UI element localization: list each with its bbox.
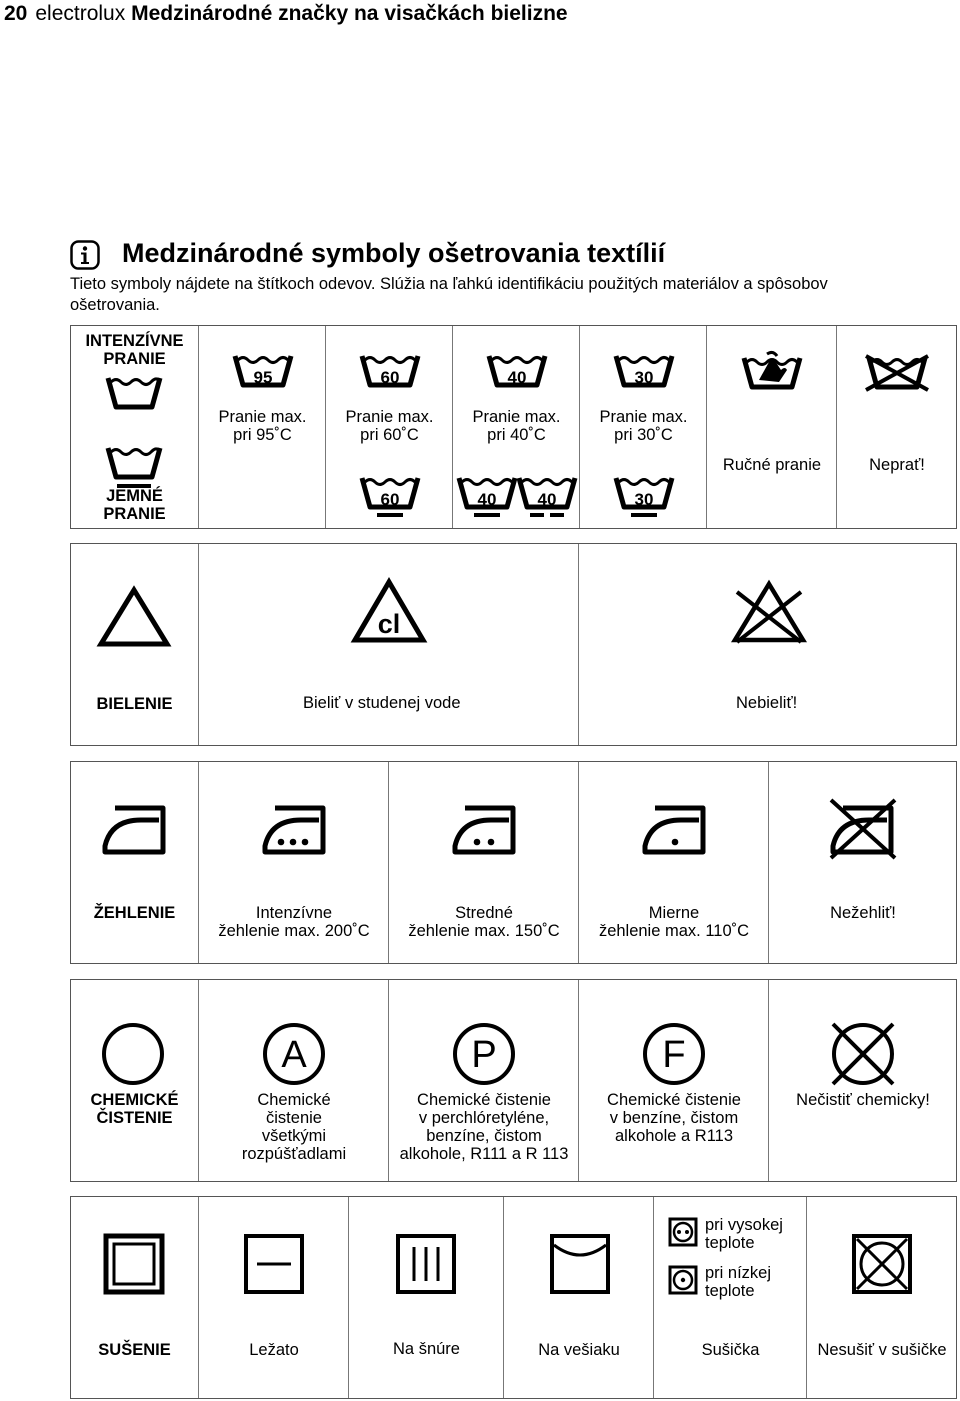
- dry-line-label: Na šnúre: [393, 1340, 460, 1358]
- washing-heading-top-2: PRANIE: [103, 350, 166, 368]
- dry-clean-a-label-3: všetkými: [261, 1127, 327, 1145]
- iron-high-label-1: Intenzívne: [255, 904, 333, 922]
- bleach-cold-label: Bieliť v studenej vode: [303, 694, 461, 712]
- wash-60-label-1: Pranie max.: [345, 408, 434, 426]
- wash-40-label-2: pri 40˚C: [487, 426, 546, 444]
- dry-clean-a-cell: [198, 980, 388, 1181]
- dryer-cell: [653, 1197, 806, 1398]
- dry-clean-f-letter: F: [662, 1034, 686, 1076]
- washing-heading-bottom-2: PRANIE: [103, 505, 166, 523]
- no-dry-clean-icon: [829, 1020, 897, 1088]
- drying-square-icon: [103, 1233, 165, 1295]
- wash-40-very-gentle-icon: [516, 474, 578, 520]
- dry-clean-f-label-1: Chemické čistenie: [607, 1091, 741, 1109]
- iron-heading-cell: [71, 762, 198, 963]
- hand-wash-label: Ručné pranie: [722, 456, 822, 474]
- no-wash-label: Neprať!: [869, 456, 925, 474]
- page-title: Medzinárodné značky na visačkách bielizne: [131, 2, 568, 25]
- iron-high-cell: [198, 762, 388, 963]
- dryer-high-icon: [668, 1217, 698, 1247]
- washing-heading-cell: [71, 326, 198, 528]
- dry-clean-circle-icon: [101, 1022, 165, 1086]
- dry-flat-label: Ležato: [249, 1341, 299, 1359]
- dry-hanger-cell: [503, 1197, 653, 1398]
- bleach-heading: BIELENIE: [96, 695, 173, 713]
- drying-heading-cell: [71, 1197, 198, 1398]
- dryer-low-label-1: pri nízkej: [705, 1264, 772, 1282]
- wash-60-temp: 60: [380, 368, 400, 387]
- no-wash-cell: [836, 326, 956, 528]
- no-dryer-icon: [851, 1233, 913, 1295]
- drying-heading: SUŠENIE: [98, 1341, 171, 1359]
- wash-30-gentle-temp: 30: [634, 490, 654, 509]
- washing-heading-bottom-1: JEMNÉ: [106, 487, 163, 505]
- no-iron-icon: [829, 798, 897, 860]
- iron-mid-icon: [451, 802, 517, 856]
- wash-40-gentle-icon: [456, 474, 518, 520]
- wash-40-gentle-temp: 40: [477, 490, 497, 509]
- dry-clean-p-cell: [388, 980, 578, 1181]
- info-icon: [70, 240, 100, 270]
- dry-clean-a-icon: [262, 1022, 326, 1086]
- dry-clean-a-label-4: rozpúšťadlami: [241, 1145, 347, 1163]
- iron-mid-cell: [388, 762, 578, 963]
- iron-low-icon: [641, 802, 707, 856]
- dry-cleaning-table: [70, 979, 957, 1182]
- dryer-high-label-2: teplote: [705, 1234, 755, 1252]
- wash-95-temp: 95: [253, 368, 273, 387]
- wash-40-cell: [452, 326, 579, 528]
- wash-30-temp: 30: [634, 368, 654, 387]
- wash-95-label-1: Pranie max.: [218, 408, 307, 426]
- washing-heading-top-1: INTENZÍVNE: [85, 332, 184, 350]
- bleaching-table: [70, 543, 957, 746]
- hand-wash-icon: [741, 350, 803, 390]
- wash-60-label-2: pri 60˚C: [360, 426, 419, 444]
- no-iron-label: Nežehliť!: [830, 904, 896, 922]
- wash-95-icon: [232, 352, 294, 388]
- dry-line-icon: [395, 1233, 457, 1295]
- dry-clean-p-label-3: benzíne, čistom: [426, 1127, 542, 1145]
- bleach-chlorine-icon: [351, 578, 427, 644]
- dry-clean-a-label-1: Chemické: [257, 1091, 331, 1109]
- dryer-high-label-1: pri vysokej: [705, 1216, 783, 1234]
- drying-table: [70, 1196, 957, 1399]
- dry-clean-heading-cell: [71, 980, 198, 1181]
- wash-60-gentle-icon: [359, 474, 421, 520]
- page-number: 20: [4, 2, 28, 25]
- dry-clean-p-label-4: alkohole, R111 a R 113: [399, 1145, 569, 1163]
- iron-icon: [101, 802, 167, 856]
- bleach-cl-text: cl: [377, 609, 401, 639]
- dry-clean-f-cell: [578, 980, 768, 1181]
- wash-30-label-1: Pranie max.: [599, 408, 688, 426]
- iron-low-label-1: Mierne: [648, 904, 700, 922]
- dry-clean-f-icon: [642, 1022, 706, 1086]
- wash-60-cell: [325, 326, 452, 528]
- no-dryer-cell: [806, 1197, 956, 1398]
- dryer-label: Sušička: [701, 1341, 760, 1359]
- no-dry-clean-label: Nečistiť chemicky!: [796, 1091, 930, 1109]
- no-iron-cell: [768, 762, 956, 963]
- dry-clean-p-label-1: Chemické čistenie: [417, 1091, 551, 1109]
- iron-heading: ŽEHLENIE: [93, 904, 176, 922]
- wash-tub-gentle-icon: [105, 444, 163, 492]
- dry-clean-f-label-3: alkohole a R113: [614, 1127, 734, 1145]
- wash-60-gentle-temp: 60: [380, 490, 400, 509]
- wash-30-cell: [579, 326, 706, 528]
- hand-wash-cell: [706, 326, 836, 528]
- wash-40-very-gentle-temp: 40: [537, 490, 557, 509]
- dry-clean-p-label-2: v perchlóretyléne,: [418, 1109, 550, 1127]
- washing-table: [70, 325, 957, 529]
- dryer-low-icon: [668, 1265, 698, 1295]
- dry-clean-a-label-2: čistenie: [266, 1109, 322, 1127]
- no-bleach-label: Nebieliť!: [736, 694, 798, 712]
- wash-40-temp: 40: [507, 368, 527, 387]
- iron-high-label-2: žehlenie max. 200˚C: [218, 922, 370, 940]
- dry-clean-f-label-2: v benzíne, čistom: [609, 1109, 739, 1127]
- brand-name: electrolux: [35, 2, 126, 25]
- section-intro: Tieto symboly nájdete na štítkoch odevov. Slúžia na ľahkú identifikáciu použitých materiálov a spôsobov ošetrovania.: [70, 275, 828, 314]
- dry-line-cell: [348, 1197, 503, 1398]
- wash-30-gentle-icon: [613, 474, 675, 520]
- dry-flat-icon: [243, 1233, 305, 1295]
- wash-40-label-1: Pranie max.: [472, 408, 561, 426]
- page-header: [4, 2, 568, 26]
- bleach-triangle-icon: [97, 586, 171, 648]
- wash-95-label-2: pri 95˚C: [233, 426, 292, 444]
- iron-mid-label-2: žehlenie max. 150˚C: [408, 922, 560, 940]
- no-wash-icon: [866, 350, 928, 390]
- wash-60-icon: [359, 352, 421, 388]
- wash-40-icon: [486, 352, 548, 388]
- dry-clean-p-icon: [452, 1022, 516, 1086]
- bleach-cold-cell: [198, 544, 578, 745]
- wash-30-icon: [613, 352, 675, 388]
- ironing-table: [70, 761, 957, 964]
- iron-high-icon: [261, 802, 327, 856]
- dryer-low-label-2: teplote: [705, 1282, 755, 1300]
- bleach-heading-cell: [71, 544, 198, 745]
- dry-clean-a-letter: A: [281, 1034, 307, 1076]
- wash-30-label-2: pri 30˚C: [614, 426, 673, 444]
- iron-low-label-2: žehlenie max. 110˚C: [598, 922, 750, 940]
- no-bleach-cell: [578, 544, 956, 745]
- dry-hanger-label: Na vešiaku: [538, 1341, 620, 1359]
- wash-tub-icon: [105, 374, 163, 410]
- dry-clean-p-letter: P: [471, 1034, 497, 1076]
- dry-flat-cell: [198, 1197, 348, 1398]
- dry-clean-heading-2: ČISTENIE: [96, 1109, 173, 1127]
- dry-hanger-icon: [549, 1233, 611, 1295]
- dry-clean-heading-1: CHEMICKÉ: [90, 1091, 179, 1109]
- no-dry-clean-cell: [768, 980, 956, 1181]
- wash-95-cell: [198, 326, 325, 528]
- no-bleach-icon: [729, 578, 809, 646]
- iron-low-cell: [578, 762, 768, 963]
- section-title: Medzinárodné symboly ošetrovania textílií: [122, 238, 666, 268]
- iron-mid-label-1: Stredné: [455, 904, 513, 922]
- no-dryer-label: Nesušiť v sušičke: [817, 1341, 947, 1359]
